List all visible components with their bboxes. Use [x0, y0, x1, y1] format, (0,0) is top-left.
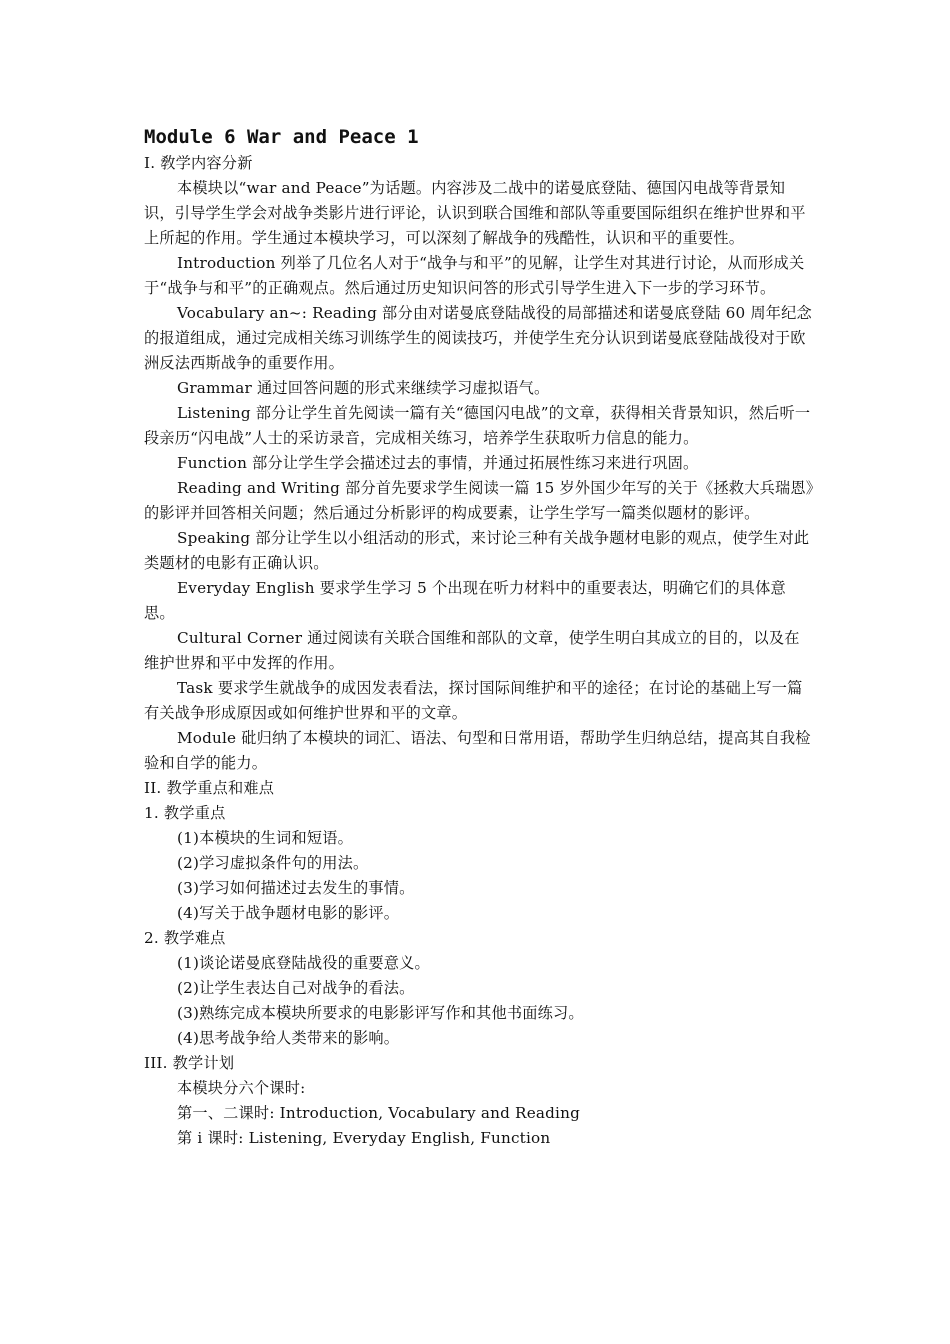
list-item: (3)学习如何描述过去发生的事情。 — [177, 879, 415, 897]
section-heading: III. 教学计划 — [144, 1054, 235, 1072]
plan-line: 第 i 课时: Listening, Everyday English, Function — [177, 1129, 551, 1147]
paragraph: Task 要求学生就战争的成因发表看法，探讨国际间维护和平的途径；在讨论的基础上写一篇有关战争形成原因或如何维护世界和平的文章。 — [144, 679, 803, 722]
section-heading: I. 敎学内容分新 — [144, 154, 253, 172]
list-item: (2)学习虚拟条件句的用法。 — [177, 854, 369, 872]
paragraph: Function 部分让学生学会描述过去的事情，并通过拓展性练习来进行巩固。 — [177, 454, 699, 472]
paragraph: Vocabulary an~: Reading 部分由对诺曼底登陆战役的局部描述和诺曼底登陆 60 周年纪念的报道组成，通过完成相关练习训练学生的阅读技巧，并使学生充分认识到诺曼底登陆战役对于欧洲反法西斯战争的重要作用。 — [144, 304, 812, 372]
paragraph: Introduction 列举了几位名人对于“战争与和平”的见解，让学生对其进行讨论，从而形成关于“战争与和平”的正确观点。然后通过历史知识问答的形式引导学生进入下一步的学习环节。 — [144, 254, 805, 297]
list-item: (4)思考战争给人类带来的影响。 — [177, 1029, 400, 1047]
list-item: (1)本模块的生词和短语。 — [177, 829, 353, 847]
list-item: (1)谈论诺曼底登陆战役的重要意义。 — [177, 954, 430, 972]
list-item: (2)让学生表达自己对战争的看法。 — [177, 979, 415, 997]
paragraph: Module 砒归纳了本模块的词汇、语法、句型和日常用语，帮助学生归纳总结，提高其自我检验和自学的能力。 — [144, 729, 811, 772]
paragraph: 本模块以“war and Peace”为话题。内容涉及二战中的诺曼底登陆、德国闪电战等背景知识，引导学生学会对战争类影片进行评论，认识到联合国维和部队等重要国际组织在维护世界和平上所起的作用。学生通过本模块学习，可以深刻了解战争的残酷性，认识和平的重要性。 — [144, 179, 806, 247]
paragraph: Reading and Writing 部分首先要求学生阅读一篇 15 岁外国少年写的关于《拯救大兵瑞恩》的影评并回答相关问题；然后通过分析影评的构成要素，让学生学写一篇类似题材的影评。 — [144, 479, 814, 522]
list-item: (3)熟练完成本模块所要求的电影影评写作和其他书面练习。 — [177, 1004, 584, 1022]
paragraph: Speaking 部分让学生以小组活动的形式，来讨论三种有关战争题材电影的观点，使学生对此类题材的电影有正确认识。 — [144, 529, 810, 572]
plan-line: 本模块分六个课时: — [177, 1079, 306, 1097]
paragraph: Everyday English 要求学生学习 5 个出现在听力材料中的重要表达，明确它们的具体意思。 — [144, 579, 786, 622]
list-item: (4)写关于战争题材电影的影评。 — [177, 904, 400, 922]
document-title: Module 6 War and Peace 1 — [144, 126, 419, 148]
document-body — [144, 124, 814, 1151]
plan-line: 第一、二课时: Introduction, Vocabulary and Reading — [177, 1104, 581, 1122]
paragraph: Cultural Corner 通过阅读有关联合国维和部队的文章，使学生明白其成立的目的，以及在维护世界和平中发挥的作用。 — [144, 629, 800, 672]
paragraph: Grammar 通过回答问题的形式来继续学习虚拟语气。 — [177, 379, 550, 397]
paragraph: Listening 部分让学生首先阅读一篇有关“德国闪电战”的文章，获得相关背景知识，然后听一段亲历“闪电战”人士的采访录音，完成相关练习，培养学生获取听力信息的能力。 — [144, 404, 811, 447]
subsection-heading: 2. 教学难点 — [144, 929, 226, 947]
subsection-heading: 1. 教学重点 — [144, 804, 226, 822]
section-heading: II. 教学重点和难点 — [144, 779, 275, 797]
